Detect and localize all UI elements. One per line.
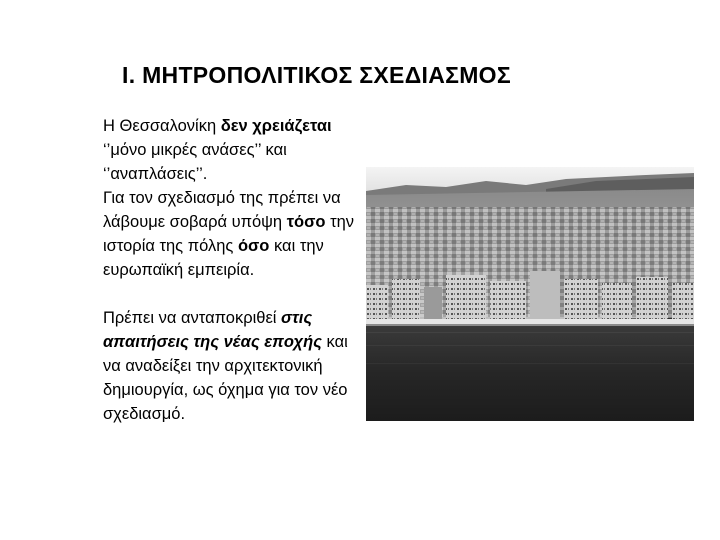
paragraph-1: [103, 114, 365, 186]
p1-tail: ‘’μόνο μικρές ανάσες’’ και ‘’αναπλάσεις’’.: [103, 141, 287, 183]
p3-text-a: Πρέπει να ανταποκριθεί: [103, 309, 282, 327]
p3-bold-italic: στις απαιτήσεις της νέας εποχής: [103, 309, 322, 351]
p2-text-c: την ιστορία της πόλης: [103, 213, 355, 255]
paragraph-3: [103, 306, 365, 426]
slide-title: I. ΜΗΤΡΟΠΟΛΙΤΙΚΟΣ ΣΧΕΔΙΑΣΜΟΣ: [122, 62, 511, 88]
p2-bold-oso: όσο: [237, 237, 270, 255]
p2-bold-toso: τόσο: [286, 213, 326, 231]
p2-text-e: και την ευρωπαϊκή εμπειρία.: [103, 237, 324, 279]
p2-text-a: Για τον σχεδιασμό της πρέπει να λάβουμε σοβαρά υπόψη: [103, 189, 341, 231]
paragraph-2: [103, 186, 365, 282]
p1-text: Η Θεσσαλονίκη: [103, 117, 221, 135]
p1-bold: δεν χρειάζεται: [220, 117, 332, 135]
body-text: [103, 114, 365, 426]
p3-text-c: και να αναδείξει την αρχιτεκτονική δημιουργία, ως όχημα για τον νέο σχεδιασμό.: [103, 333, 348, 423]
city-waterfront-photo: [366, 167, 694, 421]
